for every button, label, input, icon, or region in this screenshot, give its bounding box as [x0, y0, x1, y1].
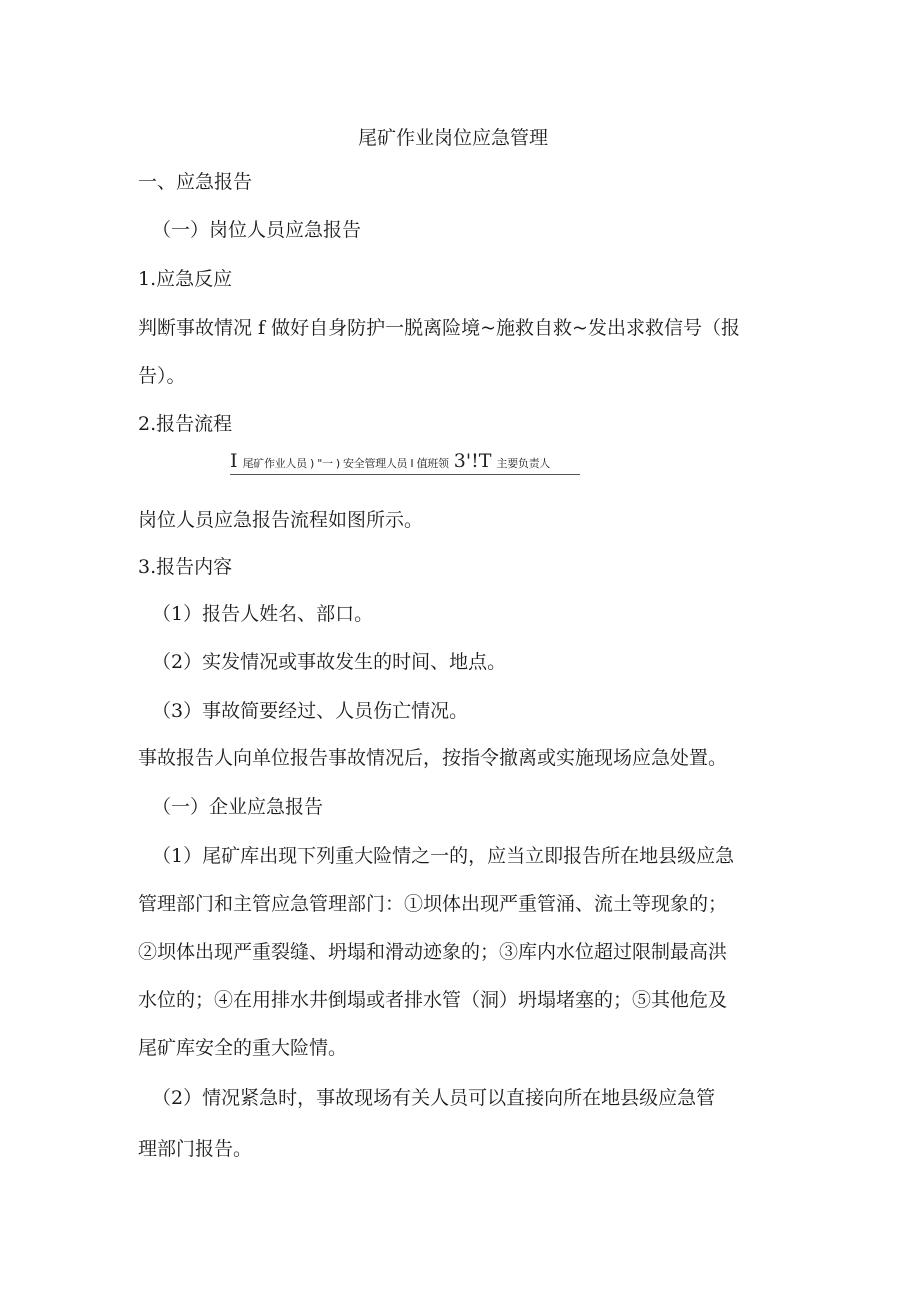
paragraph-flow-caption: 岗位人员应急报告流程如图所示。: [138, 509, 424, 531]
section-report-process: 2.报告流程: [138, 413, 233, 435]
document-title: 尾矿作业岗位应急管理: [358, 127, 549, 149]
paragraph-major-hazard-line2: 管理部门和主管应急管理部门：①坝体出现严重管涌、流土等现象的；: [138, 893, 728, 915]
paragraph-major-hazard-line5: 尾矿库安全的重大险情。: [138, 1037, 348, 1059]
heading-emergency-report: 一、应急报告: [138, 171, 253, 193]
paragraph-major-hazard-line1: （1）尾矿库出现下列重大险情之一的，应当立即报告所在地县级应急: [152, 845, 735, 867]
paragraph-urgent-line2: 理部门报告。: [138, 1138, 253, 1160]
paragraph-after-report: 事故报告人向单位报告事故情况后，按指令撤离或实施现场应急处置。: [138, 747, 728, 769]
flow-step-staff: 尾矿作业人员 ) "一 ) 安全管理人员 I 值班领: [242, 457, 449, 470]
subheading-enterprise-report: （一）企业应急报告: [152, 796, 324, 818]
paragraph-major-hazard-line3: ②坝体出现严重裂缝、坍塌和滑动迹象的；③库内水位超过限制最高洪: [138, 941, 728, 963]
list-item-1: （1）报告人姓名、部口。: [152, 603, 374, 625]
paragraph-response-line2: 告）。: [138, 365, 186, 387]
list-item-2: （2）实发情况或事故发生的时间、地点。: [152, 651, 507, 673]
paragraph-major-hazard-line4: 水位的；④在用排水井倒塌或者排水管（洞）坍塌堵塞的；⑤其他危及: [138, 989, 728, 1011]
section-report-content: 3.报告内容: [138, 556, 233, 578]
flow-step-leader: 主要负责人: [496, 457, 550, 470]
report-flow-diagram: [230, 450, 580, 475]
paragraph-response-line1: 判断事故情况 f 做好自身防护一脱离险境~施救自救~发出求救信号（报: [138, 317, 740, 339]
flow-start-mark: I: [230, 450, 238, 472]
paragraph-urgent-line1: （2）情况紧急时，事故现场有关人员可以直接向所在地县级应急管: [152, 1087, 716, 1109]
list-item-3: （3）事故简要经过、人员伤亡情况。: [152, 700, 469, 722]
section-emergency-response: 1.应急反应: [138, 268, 233, 290]
flow-mid-mark: 3'!T: [453, 450, 492, 472]
subheading-staff-report: （一）岗位人员应急报告: [152, 219, 362, 241]
